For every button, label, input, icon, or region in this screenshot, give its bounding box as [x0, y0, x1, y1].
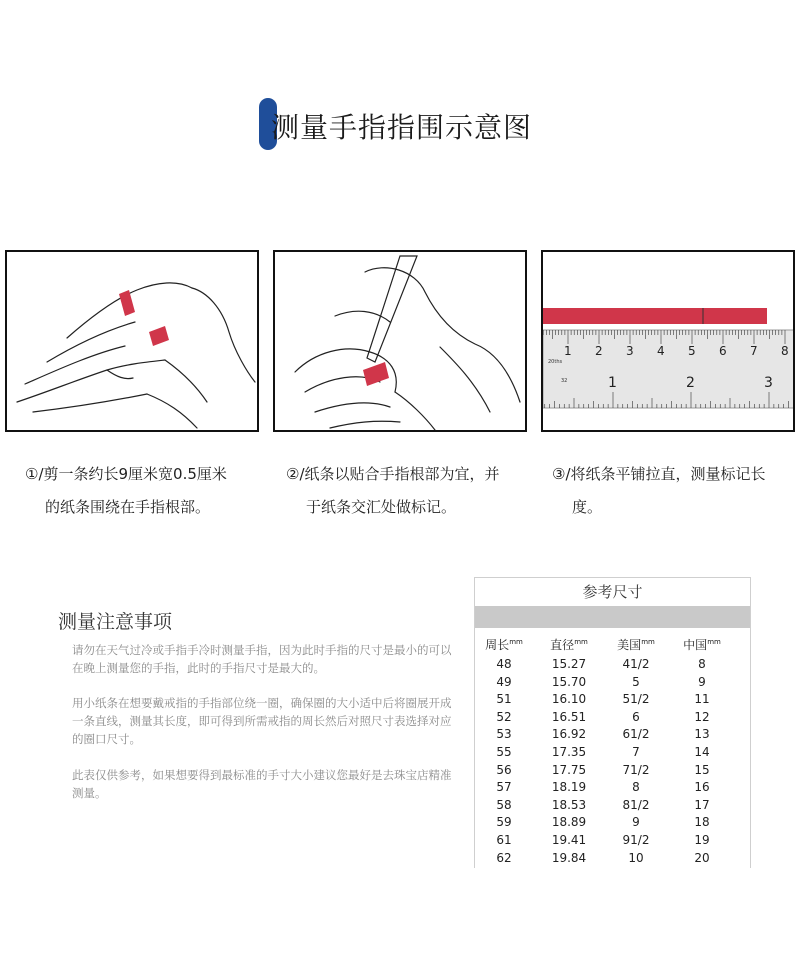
cell-us-size: 61/2 — [622, 727, 650, 742]
ruler-bottom-number: 3 — [764, 375, 773, 391]
cell-diameter: 16.10 — [551, 692, 587, 707]
size-reference-table — [474, 577, 751, 868]
step-1-line-2: 的纸条围绕在手指根部。 — [45, 498, 211, 516]
cell-circumference: 55 — [496, 744, 512, 759]
cell-us-size: 6 — [632, 709, 640, 724]
table-row — [475, 814, 750, 832]
cell-circumference: 61 — [496, 832, 512, 847]
cell-us-size: 10 — [628, 850, 644, 865]
cell-circumference: 57 — [496, 780, 512, 795]
size-table-header-bar — [475, 606, 750, 628]
cell-cn-size: 13 — [694, 727, 710, 742]
note-paragraph-3: 此表仅供参考，如果想要得到最标准的手寸大小建议您最好是去珠宝店精准测量。 — [72, 768, 452, 800]
cell-diameter: 17.75 — [551, 762, 587, 777]
cell-us-size: 91/2 — [622, 832, 650, 847]
cell-diameter: 16.51 — [551, 709, 587, 724]
cell-cn-size: 19 — [694, 832, 710, 847]
cell-cn-size: 17 — [694, 797, 710, 812]
header-diameter: 直径$^{mm}$ — [550, 638, 588, 652]
ruler-illustration — [543, 252, 793, 430]
note-paragraph-1: 请勿在天气过冷或手指手冷时测量手指，因为此时手指的尺寸是最小的可以在晚上测量您的手指，此时的手指尺寸是最大的。 — [72, 643, 452, 675]
cell-us-size: 81/2 — [622, 797, 650, 812]
table-row — [475, 779, 750, 797]
table-row — [475, 744, 750, 762]
table-row — [475, 656, 750, 674]
page-title: 测量手指指围示意图 — [271, 111, 533, 144]
cell-us-size: 9 — [632, 815, 640, 830]
cell-us-size: 8 — [632, 780, 640, 795]
step-3-line-1: ③/将纸条平铺拉直，测量标记长 — [552, 465, 766, 483]
cell-diameter: 16.92 — [551, 727, 587, 742]
table-row — [475, 762, 750, 780]
header-circumference: 周长$^{mm}$ — [485, 638, 523, 652]
header-cn-size: 中国$^{mm}$ — [683, 638, 721, 652]
table-row — [475, 726, 750, 744]
ruler-bottom-number: 2 — [686, 375, 695, 391]
table-row — [475, 850, 750, 868]
cell-diameter: 15.27 — [551, 657, 587, 671]
table-row — [475, 832, 750, 850]
cell-diameter: 19.84 — [551, 850, 587, 865]
cell-diameter: 18.19 — [551, 780, 587, 795]
step-2-line-2: 于纸条交汇处做标记。 — [306, 498, 457, 516]
table-row — [475, 674, 750, 692]
cell-us-size: 7 — [632, 744, 640, 759]
cell-diameter: 19.41 — [551, 832, 587, 847]
step-1-text — [25, 458, 265, 524]
ruler-top-number: 2 — [595, 344, 603, 358]
cell-cn-size: 12 — [694, 709, 710, 724]
illustration-mark-strip — [273, 250, 527, 432]
note-paragraph-2: 用小纸条在想要戴戒指的手指部位绕一圈，确保圈的大小适中后将圈展开成一条直线，测量其长度，即可得到所需戒指的周长然后对照尺寸表选择对应的圈口尺寸。 — [72, 696, 452, 746]
cell-cn-size: 16 — [694, 780, 710, 795]
step-2-text — [286, 458, 531, 524]
ruler-top-number: 1 — [564, 344, 572, 358]
cell-cn-size: 11 — [694, 692, 710, 707]
size-table-header-row — [475, 636, 750, 656]
table-row — [475, 709, 750, 727]
cell-us-size: 51/2 — [622, 692, 650, 707]
cell-cn-size: 18 — [694, 815, 710, 830]
illustration-ruler — [541, 250, 795, 432]
hand-wrap-illustration — [7, 252, 257, 430]
cell-circumference: 48 — [496, 657, 512, 671]
cell-circumference: 62 — [496, 850, 512, 865]
ruler-top-number: 8 — [781, 344, 789, 358]
cell-circumference: 59 — [496, 815, 512, 830]
cell-circumference: 56 — [496, 762, 512, 777]
cell-us-size: 41/2 — [622, 657, 650, 671]
cell-cn-size: 14 — [694, 744, 710, 759]
ruler-top-number: 5 — [688, 344, 696, 358]
step-3-line-2: 度。 — [572, 498, 603, 516]
cell-cn-size: 8 — [698, 657, 706, 671]
ruler-top-number: 6 — [719, 344, 727, 358]
cell-circumference: 52 — [496, 709, 512, 724]
cell-cn-size: 20 — [694, 850, 710, 865]
table-row — [475, 691, 750, 709]
illustration-wrap-finger — [5, 250, 259, 432]
size-table-body — [475, 656, 750, 867]
hand-marking-illustration — [275, 252, 525, 430]
cell-diameter: 18.89 — [551, 815, 587, 830]
size-table-title: 参考尺寸 — [582, 583, 643, 601]
cell-circumference: 58 — [496, 797, 512, 812]
notes-title: 测量注意事项 — [58, 611, 173, 633]
cell-diameter: 15.70 — [551, 674, 587, 689]
cell-cn-size: 15 — [694, 762, 710, 777]
cell-diameter: 18.53 — [551, 797, 587, 812]
ruler-top-number: 4 — [657, 344, 665, 358]
cell-diameter: 17.35 — [551, 744, 587, 759]
ruler-bottom-unit: 32 — [561, 378, 568, 384]
cell-circumference: 53 — [496, 727, 512, 742]
step-3-text — [552, 458, 792, 524]
cell-circumference: 49 — [496, 674, 512, 689]
ruler-top-unit: 20ths — [548, 359, 563, 365]
ruler-top-number: 7 — [750, 344, 758, 358]
paper-strip — [543, 308, 767, 324]
cell-circumference: 51 — [496, 692, 512, 707]
step-1-line-1: ①/剪一条约长9厘米宽0.5厘米 — [25, 465, 227, 483]
ruler-top-number: 3 — [626, 344, 634, 358]
cell-us-size: 5 — [632, 674, 640, 689]
table-row — [475, 797, 750, 815]
cell-us-size: 71/2 — [622, 762, 650, 777]
header-us-size: 美国$^{mm}$ — [617, 638, 655, 652]
ruler-bottom-number: 1 — [608, 375, 617, 391]
ruler-body — [543, 330, 793, 408]
cell-cn-size: 9 — [698, 674, 706, 689]
step-2-line-1: ②/纸条以贴合手指根部为宜，并 — [286, 465, 500, 483]
